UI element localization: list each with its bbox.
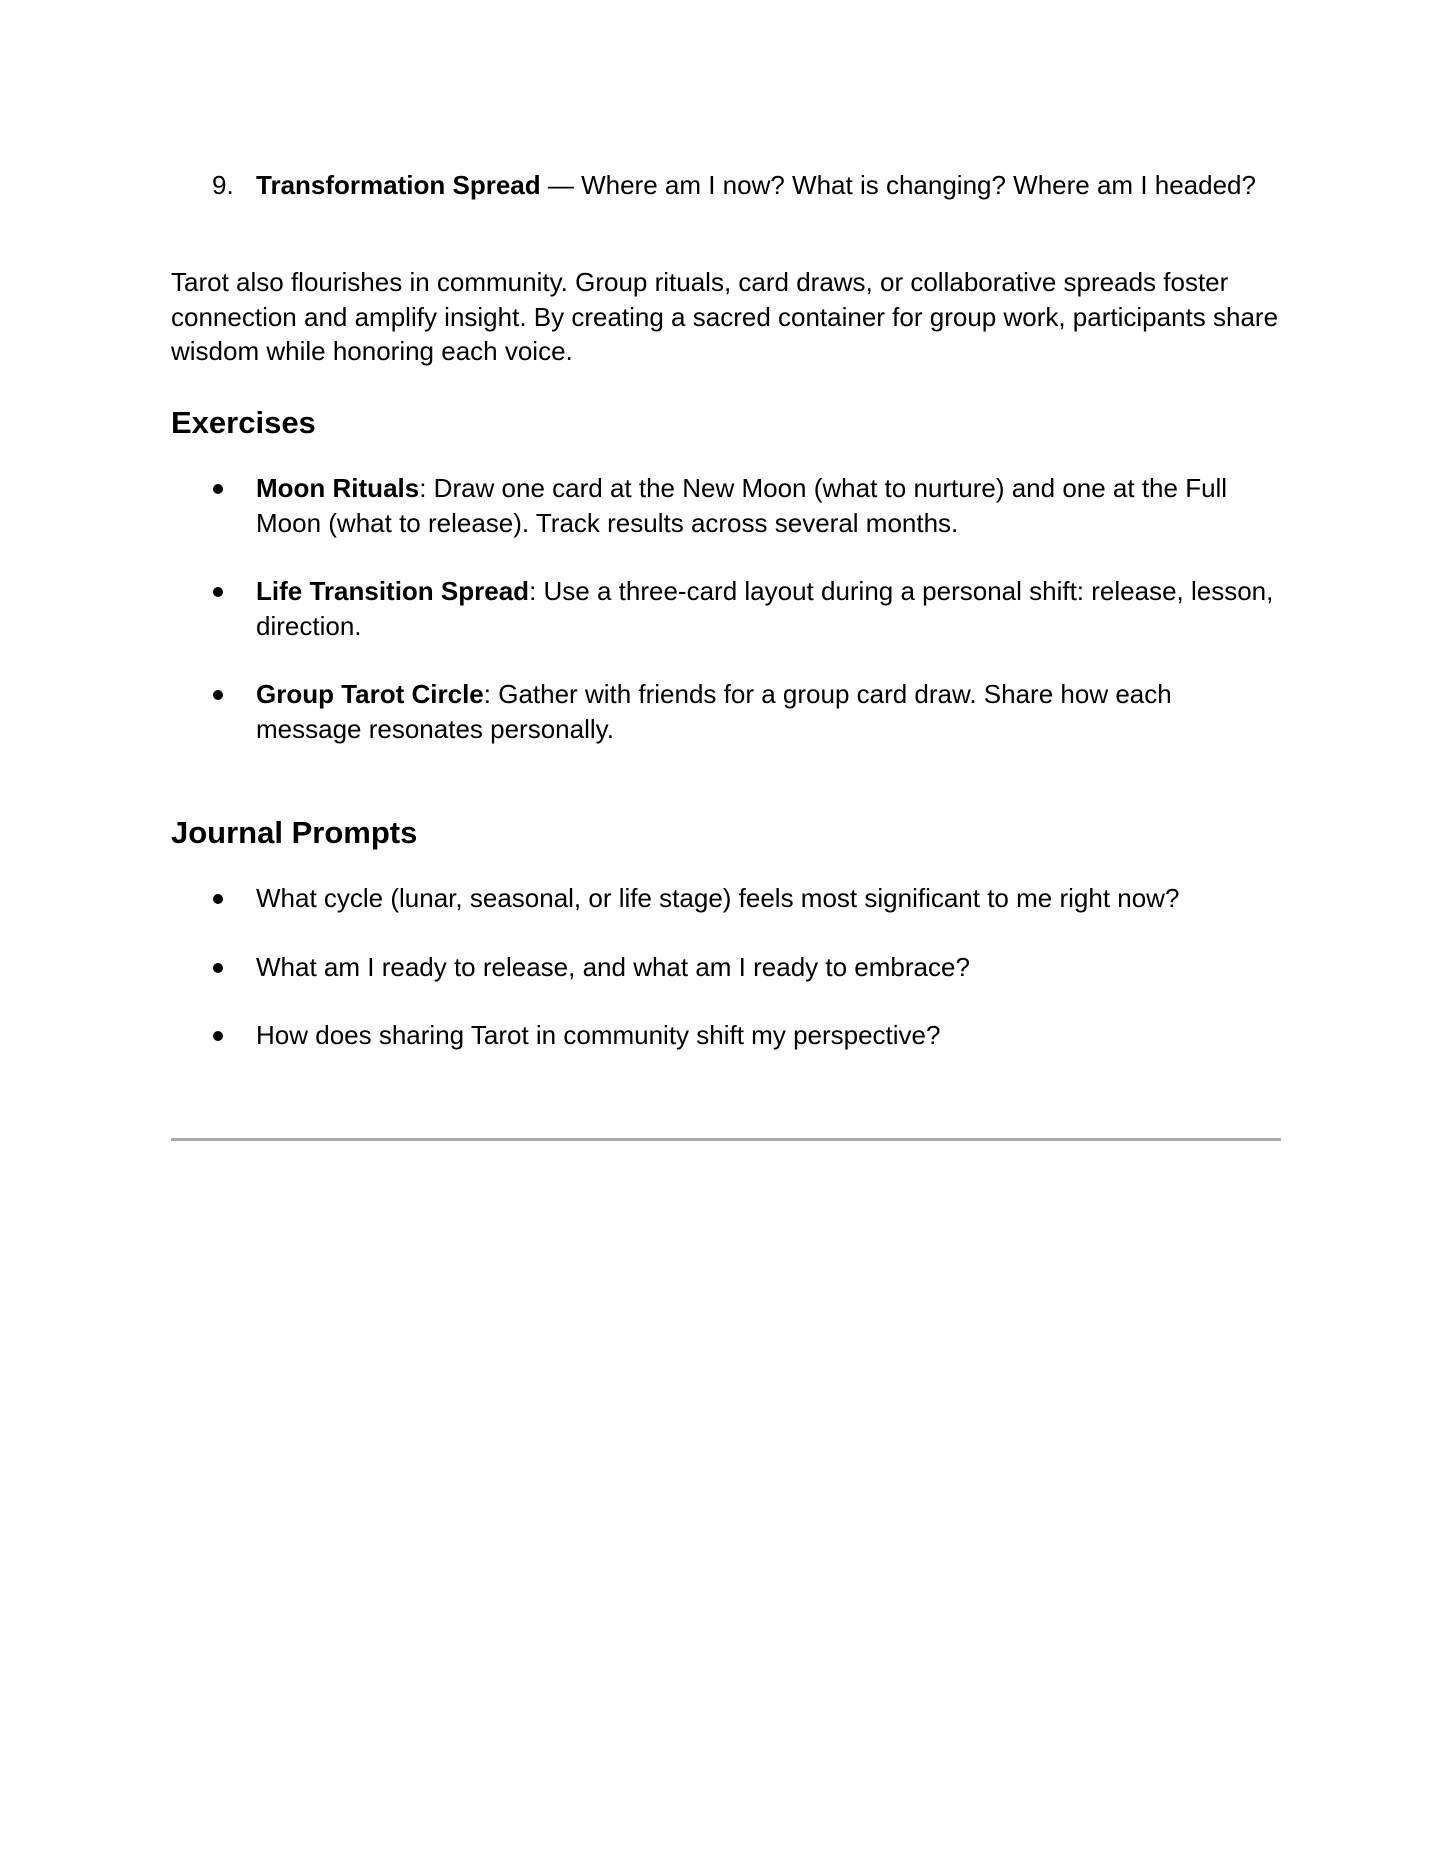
bullet-icon — [213, 1031, 223, 1041]
list-item-content — [256, 168, 1256, 202]
exercises-heading: Exercises — [171, 405, 316, 440]
list-number: 9. — [212, 170, 234, 200]
list-item-title: Transformation Spread — [256, 170, 541, 200]
bullet-icon — [213, 690, 223, 700]
bullet-icon — [213, 484, 223, 494]
exercise-title: Moon Rituals — [256, 473, 420, 503]
list-item-text: — Where am I now? What is changing? Where am I headed? — [540, 170, 1256, 200]
journal-prompt-text: How does sharing Tarot in community shift my perspective? — [256, 1020, 941, 1050]
exercise-text: : Use a three-card layout during a personal shift: release, lesson, direction. — [256, 576, 1274, 641]
bullet-icon — [213, 963, 223, 973]
list-item — [171, 574, 1281, 643]
exercises-list — [171, 471, 1281, 780]
exercise-text: : Draw one card at the New Moon (what to nurture) and one at the Full Moon (what to release). Track results across several months. — [256, 473, 1228, 538]
exercise-title: Group Tarot Circle — [256, 679, 484, 709]
exercise-title: Life Transition Spread — [256, 576, 530, 606]
community-paragraph: Tarot also flourishes in community. Group rituals, card draws, or collaborative spreads foster connection and amplify insight. By creating a sacred container for group work, participants share wisdom while honoring each voice. — [171, 267, 1279, 366]
journal-prompt-text: What cycle (lunar, seasonal, or life stage) feels most significant to me right now? — [256, 883, 1180, 913]
journal-prompts-list — [171, 881, 1281, 1087]
list-item — [171, 677, 1281, 746]
list-item — [171, 1018, 1281, 1053]
list-item — [171, 950, 1281, 985]
bullet-icon — [213, 587, 223, 597]
list-item — [171, 881, 1281, 916]
horizontal-divider — [171, 1138, 1281, 1141]
bullet-icon — [213, 894, 223, 904]
list-item — [171, 471, 1281, 540]
exercise-text: : Gather with friends for a group card draw. Share how each message resonates personally. — [256, 679, 1172, 744]
journal-prompt-text: What am I ready to release, and what am I ready to embrace? — [256, 951, 970, 982]
journal-prompts-heading: Journal Prompts — [171, 815, 418, 850]
